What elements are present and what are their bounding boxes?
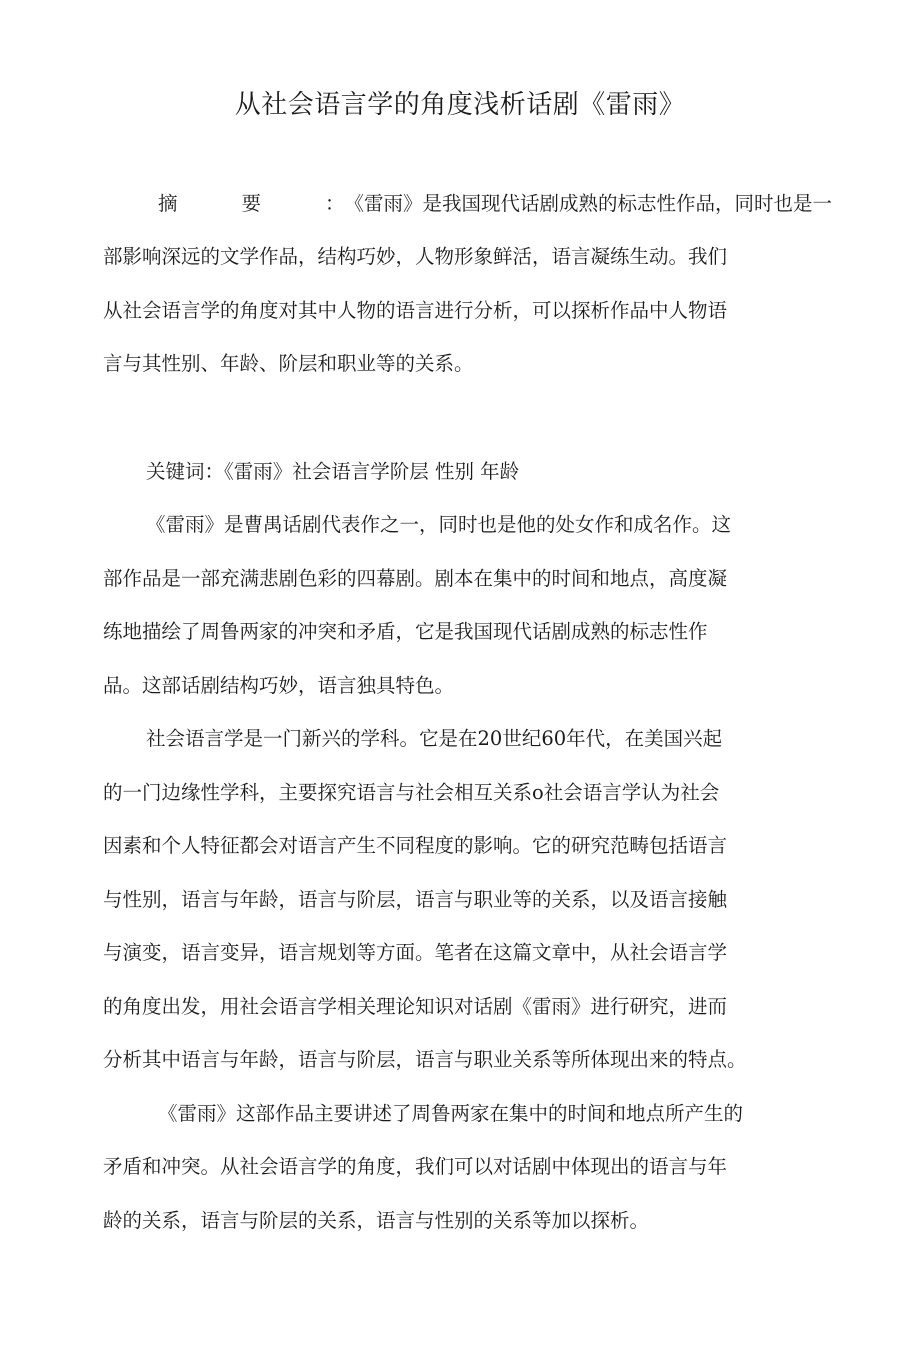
abstract-label: 摘要： [158,192,409,215]
body-line: 龄的关系，语言与阶层的关系，语言与性别的关系等加以探析。 [103,1209,650,1232]
abstract-line: 从社会语言学的角度对其中人物的语言进行分析，可以探析作品中人物语 [103,299,728,322]
abstract-line: 言与其性别、年龄、阶层和职业等的关系。 [103,352,474,375]
body-line: 《雷雨》这部作品主要讲述了周鲁两家在集中的时间和地点所产生的 [158,1102,744,1125]
body-line: 练地描绘了周鲁两家的冲突和矛盾，它是我国现代话剧成熟的标志性作 [103,620,708,643]
abstract-line [158,194,832,214]
body-line: 与性别，语言与年龄，语言与阶层，语言与职业等的关系，以及语言接触 [103,888,728,911]
abstract-line: 部影响深远的文学作品，结构巧妙，人物形象鲜活，语言凝练生动。我们 [103,245,728,268]
keywords-line: 关键词：《雷雨》社会语言学阶层 性别 年龄 [146,460,520,483]
body-line: 部作品是一部充满悲剧色彩的四幕剧。剧本在集中的时间和地点，高度凝 [103,567,728,590]
body-line: 的一门边缘性学科，主要探究语言与社会相互关系o社会语言学认为社会 [103,781,720,804]
body-line: 品。这部话剧结构巧妙，语言独具特色。 [103,674,455,697]
body-line: 社会语言学是一门新兴的学科。它是在20世纪60年代，在美国兴起 [146,727,723,750]
body-line: 的角度出发，用社会语言学相关理论知识对话剧《雷雨》进行研究，进而 [103,995,728,1018]
body-line: 因素和个人特征都会对语言产生不同程度的影响。它的研究范畴包括语言 [103,834,728,857]
document-title: 从社会语言学的角度浅析话剧《雷雨》 [234,90,686,120]
body-line: 分析其中语言与年龄，语言与阶层，语言与职业关系等所体现出来的特点。 [103,1048,747,1071]
body-line: 《雷雨》是曹禺话剧代表作之一，同时也是他的处女作和成名作。这 [146,513,732,536]
body-line: 矛盾和冲突。从社会语言学的角度，我们可以对话剧中体现出的语言与年 [103,1155,728,1178]
body-line: 与演变，语言变异，语言规划等方面。笔者在这篇文章中，从社会语言学 [103,941,728,964]
abstract-text: 《雷雨》是我国现代话剧成熟的标志性作品，同时也是一 [344,192,833,215]
